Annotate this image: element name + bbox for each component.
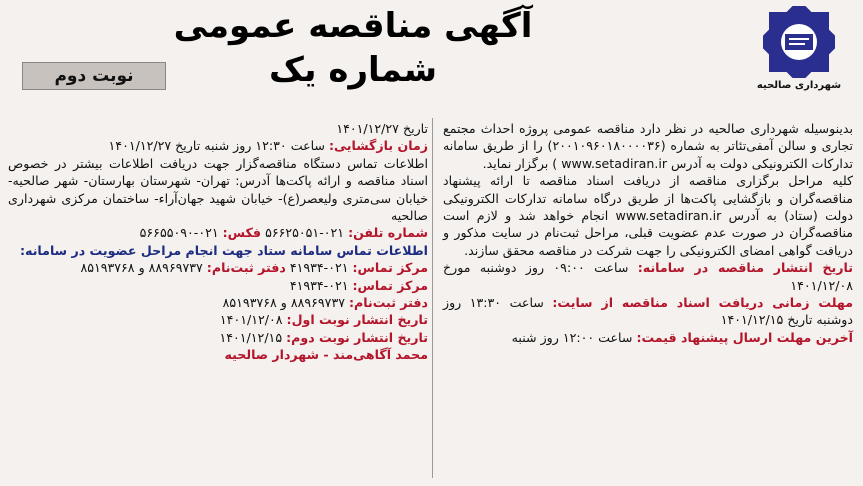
column-divider	[432, 118, 433, 478]
first-publication-label: تاریخ انتشار نوبت اول:	[286, 312, 428, 328]
fax-label: فکس:	[222, 225, 262, 241]
intro-paragraph: بدینوسیله شهرداری صالحیه در نظر دارد مناقصه عمومی پروژه احداث مجتمع تجاری و سالن آمفی‌تئاتر به شماره (۲۰۰۱۰۹۶۰۱۸۰۰۰۰۳۶) را از طریق سامانه تدارکات الکترونیکی دولت به آدرس www.setadiran.ir ) برگزار نماید.	[443, 121, 854, 171]
second-publication-value: ۱۴۰۱/۱۲/۱۵	[219, 329, 283, 345]
second-publication-label: تاریخ انتشار نوبت دوم:	[286, 329, 428, 345]
contact-info-paragraph: اطلاعات تماس دستگاه مناقصه‌گزار جهت دریافت اطلاعات بیشتر در خصوص اسناد مناقصه و ارائه پاکت‌ها آدرس: تهران- شهرستان بهارستان- شهر صالحیه- خیابان سی‌متری ولیعصر(ع)- خیابان شهید جهان‌آراء- ساختمان مرکزی شهرداری صالحیه	[8, 155, 428, 224]
notice-title: آگهی مناقصه عمومی شماره یک	[173, 6, 533, 90]
left-column	[8, 120, 428, 364]
contact-center-label-2: مرکز تماس:	[352, 277, 428, 293]
setad-heading: اطلاعات تماس سامانه ستاد جهت انجام مراحل عضویت در سامانه:	[20, 242, 428, 258]
contact-center-value: ۰۲۱-۴۱۹۳۴	[289, 260, 349, 276]
reg-office-label-2: دفتر ثبت‌نام:	[349, 295, 428, 311]
publish-date-line	[443, 259, 853, 294]
reg-office-value: ۸۸۹۶۹۷۳۷ و ۸۵۱۹۳۷۶۸	[80, 260, 203, 276]
logo-caption: شهرداری صالحیه	[756, 80, 842, 91]
phone-value: ۰۲۱-۵۶۶۲۵۰۵۱	[265, 225, 345, 241]
stages-paragraph: کلیه مراحل برگزاری مناقصه از دریافت اسناد مناقصه تا ارائه پیشنهاد مناقصه‌گران و بازگشایی پاکت‌ها از طریق درگاه سامانه تدارکات الکترونیکی دولت (ستاد) به آدرس www.setadiran.ir انجام خواهد شد و لازم است مناقصه‌گران در صورت عدم عضویت قبلی، مراحل ثبت‌نام در سایت مذکور و دریافت گواهی امضای الکترونیکی را جهت شرکت در مناقصه محقق سازند.	[443, 173, 853, 258]
publish-date-value: ساعت ۰۹:۰۰ روز دوشنبه مورخ ۱۴۰۱/۱۲/۰۸	[443, 260, 853, 293]
opening-value: ساعت ۱۲:۳۰ روز شنبه تاریخ ۱۴۰۱/۱۲/۲۷	[108, 138, 325, 154]
opening-line	[8, 137, 428, 154]
offer-deadline-line	[443, 329, 853, 346]
docs-deadline-label: مهلت زمانی دریافت اسناد مناقصه از سایت:	[552, 295, 854, 311]
right-column	[443, 120, 853, 346]
reg-office-line-2	[8, 294, 428, 311]
fax-value: ۰۲۱-۵۶۶۵۵۰۹۰	[139, 225, 219, 241]
municipality-logo	[743, 6, 855, 100]
second-publication-line	[8, 329, 428, 346]
offer-deadline-label: آخرین مهلت ارسال پیشنهاد قیمت:	[636, 329, 853, 345]
round-badge-label: نوبت دوم	[54, 66, 134, 86]
docs-deadline-value: ساعت ۱۳:۳۰ روز دوشنبه تاریخ ۱۴۰۱/۱۲/۱۵	[443, 295, 853, 328]
phone-label: شماره تلفن:	[348, 225, 428, 241]
first-publication-line	[8, 311, 428, 328]
signature: محمد آگاهی‌مند - شهردار صالحیه	[224, 347, 428, 363]
offer-deadline-value: ساعت ۱۲:۰۰ روز شنبه	[511, 329, 633, 345]
opening-label: زمان بازگشایی:	[329, 138, 428, 154]
contact-center-value-2: ۰۲۱-۴۱۹۳۴	[289, 277, 349, 293]
round-badge	[22, 62, 166, 90]
reg-office-value-2: ۸۸۹۶۹۷۳۷ و ۸۵۱۹۳۷۶۸	[222, 295, 345, 311]
logo-emblem-icon	[763, 6, 835, 78]
contact-center-label: مرکز تماس:	[352, 260, 428, 276]
date-line: تاریخ ۱۴۰۱/۱۲/۲۷	[336, 121, 428, 136]
setad-contact-line	[8, 259, 428, 276]
publish-date-label: تاریخ انتشار مناقصه در سامانه:	[637, 260, 853, 276]
docs-deadline-line	[443, 294, 853, 329]
setad-contact-line-2	[8, 277, 428, 294]
reg-office-label: دفتر ثبت‌نام:	[206, 260, 286, 276]
phone-line	[8, 224, 428, 241]
first-publication-value: ۱۴۰۱/۱۲/۰۸	[219, 312, 283, 328]
